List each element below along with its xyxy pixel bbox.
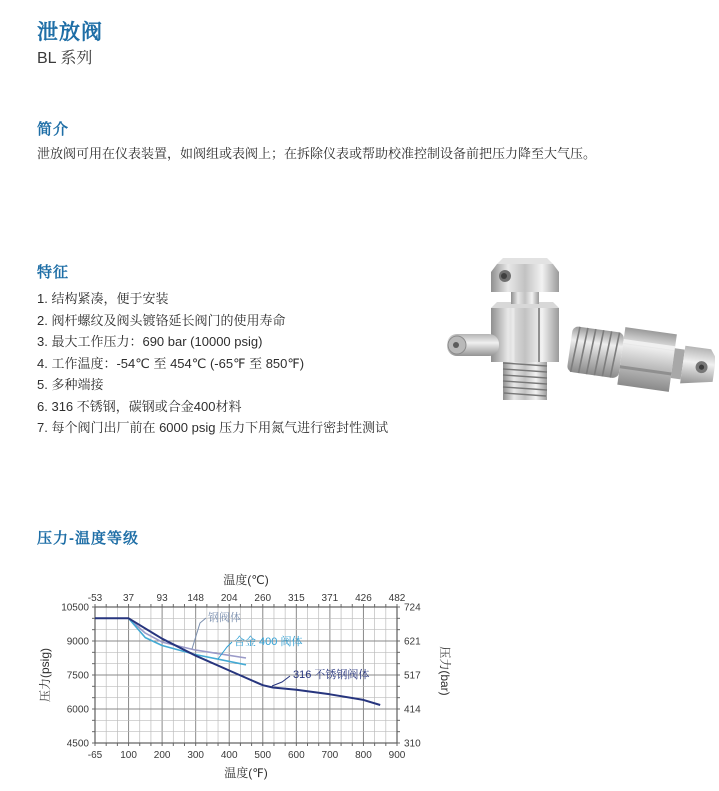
x-axis-bottom-tick: 600	[287, 750, 305, 761]
x-axis-bottom-tick: 900	[388, 750, 406, 761]
series-label-leader	[272, 676, 290, 686]
x-axis-top-tick: 371	[321, 593, 339, 604]
y-axis-right-tick: 724	[404, 602, 421, 614]
valve-photos-illustration	[425, 250, 715, 415]
series-label-leader	[192, 618, 206, 649]
x-axis-top-tick: 93	[156, 593, 168, 604]
y-axis-right-tick: 621	[404, 636, 421, 648]
y-axis-right-tick: 414	[404, 704, 421, 716]
feature-item: 结构紧凑，便于安装	[51, 291, 169, 306]
y-axis-left-tick: 6000	[66, 704, 89, 716]
x-axis-top-tick: 482	[388, 593, 406, 604]
y-axis-left-tick: 7500	[66, 670, 89, 682]
feature-item: 316 不锈钢，碳钢或合金400材料	[51, 398, 242, 414]
x-axis-bottom-tick: 400	[220, 750, 238, 761]
straight-bleed-valve-photo	[566, 320, 715, 398]
y-axis-right-tick: 517	[404, 670, 421, 682]
x-axis-bottom-tick: 800	[355, 750, 372, 761]
feature-item: 工作温度：-54℃ 至 454℃ (-65℉ 至 850℉)	[51, 355, 305, 371]
series-label: 钢阀体	[208, 612, 241, 624]
page-title: 泄放阀	[37, 21, 103, 44]
features-list	[37, 288, 437, 439]
x-axis-top-tick: 37	[122, 593, 135, 604]
product-images	[425, 250, 715, 415]
x-axis-bottom-tick: 100	[120, 750, 137, 761]
page-subtitle: BL 系列	[37, 50, 93, 67]
x-axis-top-tick: 315	[287, 593, 305, 604]
features-heading: 特征	[37, 264, 70, 281]
x-axis-top-tick: 260	[254, 593, 272, 604]
x-axis-top-tick: 148	[187, 593, 205, 604]
series-line-2	[129, 618, 246, 665]
pressure-temperature-heading: 压力-温度等级	[37, 530, 139, 547]
feature-item: 每个阀门出厂前在 6000 psig 压力下用氮气进行密封性测试	[51, 420, 389, 435]
x-axis-bottom-tick: 300	[187, 750, 205, 761]
y-axis-left-tick: 4500	[66, 738, 89, 750]
x-axis-top-title: 温度(℃)	[223, 573, 269, 587]
pressure-temperature-chart	[0, 545, 719, 791]
x-axis-top-tick: -53	[87, 593, 103, 604]
y-axis-right-title: 压力(bar)	[438, 646, 452, 696]
x-axis-bottom-tick: -65	[87, 750, 103, 761]
y-axis-left-title: 压力(psig)	[38, 647, 52, 703]
y-axis-right-tick: 310	[404, 738, 421, 750]
feature-item: 阀杆螺纹及阀头镀铬延长阀门的使用寿命	[51, 312, 286, 328]
intro-heading: 简介	[37, 121, 70, 138]
angled-bleed-valve-photo	[447, 258, 559, 400]
intro-paragraph: 泄放阀可用在仪表装置，如阀组或表阀上；在拆除仪表或帮助校准控制设备前把压力降至大气压。	[37, 146, 597, 161]
x-axis-bottom-tick: 200	[153, 750, 171, 761]
x-axis-bottom-tick: 700	[321, 750, 339, 761]
feature-item: 多种端接	[51, 377, 104, 392]
x-axis-bottom-tick: 500	[254, 750, 272, 761]
y-axis-left-tick: 9000	[66, 636, 89, 648]
feature-item: 最大工作压力：690 bar (10000 psig)	[51, 334, 263, 349]
series-label: 合金 400 阀体	[234, 636, 303, 648]
x-axis-top-tick: 426	[355, 593, 372, 604]
series-label-leader	[218, 642, 232, 659]
series-label: 316 不锈钢阀体	[293, 669, 370, 681]
x-axis-bottom-title: 温度(℉)	[224, 766, 268, 780]
x-axis-top-tick: 204	[220, 593, 238, 604]
series-line-3	[95, 618, 380, 705]
y-axis-left-tick: 10500	[61, 602, 89, 614]
